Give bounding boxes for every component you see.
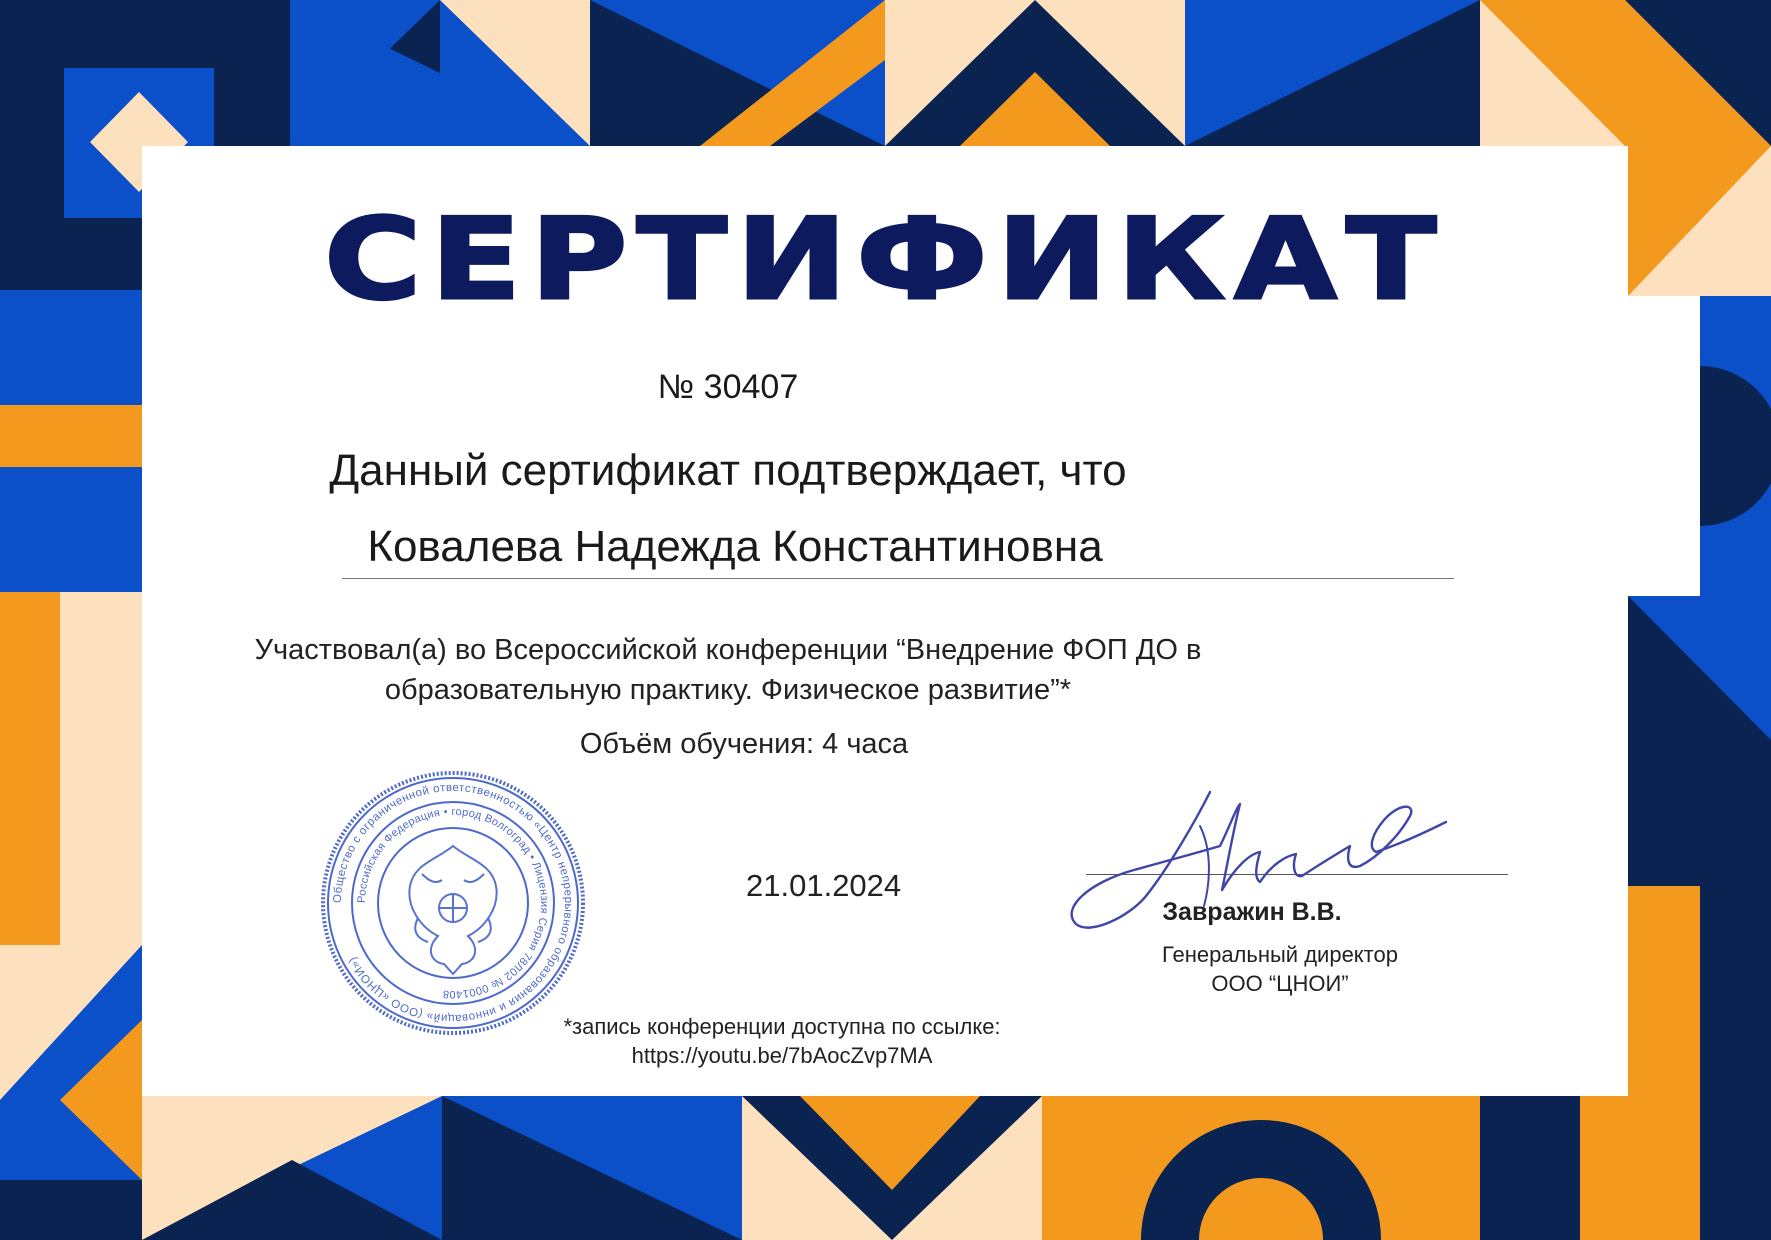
- director-signature: [1050, 786, 1512, 946]
- participation-line-2: образовательную практику. Физическое развитие”*: [384, 674, 1072, 706]
- participation-description: [142, 630, 1314, 710]
- footnote: [532, 1012, 1032, 1070]
- signer-role: Генеральный директор: [1162, 942, 1398, 967]
- recipient-name: Ковалева Надежда Константиновна: [367, 522, 1103, 571]
- training-hours: Объём обучения: 4 часа: [579, 728, 909, 760]
- issue-date: 21.01.2024: [746, 868, 902, 903]
- signer-role-block: [1076, 940, 1484, 998]
- conference-link[interactable]: https://youtu.be/7bAocZvp7MA: [631, 1043, 933, 1068]
- recipient-underline: [342, 578, 1454, 579]
- participation-line-1: Участвовал(а) во Всероссийской конференции “Внедрение ФОП ДО в: [254, 634, 1202, 666]
- official-seal-stamp: [318, 768, 588, 1038]
- certificate-card: [142, 146, 1628, 1096]
- signer-name: Завражин В.В.: [1162, 898, 1342, 926]
- signer-organization: ООО “ЦНОИ”: [1211, 971, 1349, 996]
- certificate-title: СЕРТИФИКАТ: [324, 195, 1446, 325]
- svg-text:Российская Федерация • город В: Российская Федерация • город Волгоград • Лицензия Серия 78Л02 № 0001408: [355, 805, 551, 1001]
- footnote-text: *запись конференции доступна по ссылке:: [563, 1014, 1001, 1039]
- certificate-number: № 30407: [657, 368, 799, 406]
- certificate-lead-text: Данный сертификат подтверждает, что: [329, 446, 1127, 495]
- svg-text:Общество с ограниченной ответс: Общество с ограниченной ответственностью «Центр непрерывного образования и инноваций» (ООО «ЦНОИ»): [331, 781, 575, 1025]
